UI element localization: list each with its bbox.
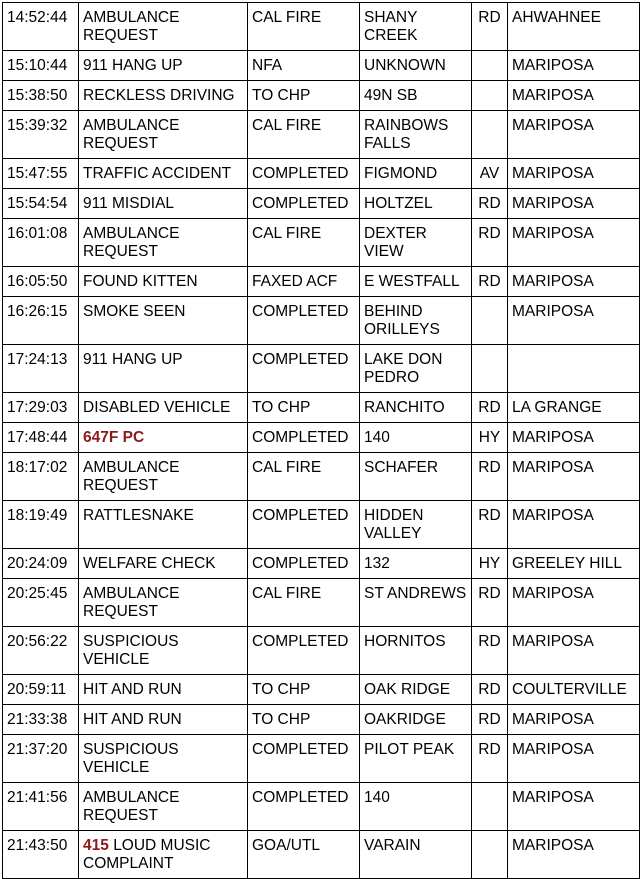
city-text: MARIPOSA (512, 507, 594, 524)
time-text: 21:43:50 (7, 837, 68, 854)
street-suffix-text: RD (478, 681, 501, 698)
city-cell (508, 3, 640, 51)
time-text: 15:47:55 (7, 165, 68, 182)
street-text: UNKNOWN (364, 57, 446, 74)
city-cell (508, 159, 640, 189)
street-cell (360, 81, 472, 111)
time-text: 21:41:56 (7, 789, 68, 806)
street-suffix-cell (472, 189, 508, 219)
call-type-cell (79, 267, 248, 297)
disposition-cell (248, 627, 360, 675)
street-suffix-cell (472, 501, 508, 549)
call-type-text: AMBULANCE REQUEST (83, 789, 180, 824)
disposition-text: CAL FIRE (252, 585, 322, 602)
city-text: MARIPOSA (512, 741, 594, 758)
time-cell (3, 297, 79, 345)
call-type-cell (79, 345, 248, 393)
street-suffix-cell (472, 783, 508, 831)
call-type-text: 911 MISDIAL (83, 195, 175, 212)
time-cell (3, 159, 79, 189)
call-type-cell (79, 51, 248, 81)
call-type-cell (79, 159, 248, 189)
table-row (3, 297, 640, 345)
street-cell (360, 219, 472, 267)
call-type-text: FOUND KITTEN (83, 273, 198, 290)
street-text: SHANY CREEK (364, 9, 418, 44)
city-cell (508, 549, 640, 579)
city-text: MARIPOSA (512, 303, 594, 320)
city-text: MARIPOSA (512, 585, 594, 602)
city-text: LA GRANGE (512, 399, 602, 416)
time-cell (3, 81, 79, 111)
call-type-cell (79, 453, 248, 501)
street-text: SCHAFER (364, 459, 439, 476)
street-text: HORNITOS (364, 633, 446, 650)
disposition-text: GOA/UTL (252, 837, 321, 854)
disposition-text: COMPLETED (252, 633, 349, 650)
time-cell (3, 423, 79, 453)
city-cell (508, 219, 640, 267)
street-cell (360, 345, 472, 393)
time-cell (3, 51, 79, 81)
disposition-cell (248, 675, 360, 705)
time-text: 15:54:54 (7, 195, 68, 212)
street-cell (360, 705, 472, 735)
time-text: 18:19:49 (7, 507, 68, 524)
street-cell (360, 159, 472, 189)
street-cell (360, 297, 472, 345)
city-cell (508, 51, 640, 81)
call-type-text: WELFARE CHECK (83, 555, 216, 572)
call-type-cell (79, 3, 248, 51)
city-text: MARIPOSA (512, 273, 594, 290)
disposition-text: COMPLETED (252, 303, 349, 320)
call-type-cell (79, 627, 248, 675)
city-cell (508, 189, 640, 219)
time-text: 20:56:22 (7, 633, 68, 650)
city-text: MARIPOSA (512, 117, 594, 134)
table-row (3, 189, 640, 219)
street-text: ST ANDREWS (364, 585, 467, 602)
street-text: 132 (364, 555, 390, 572)
street-text: LAKE DON PEDRO (364, 351, 443, 386)
street-suffix-cell (472, 297, 508, 345)
street-text: PILOT PEAK (364, 741, 455, 758)
call-type-cell (79, 549, 248, 579)
street-text: HOLTZEL (364, 195, 433, 212)
disposition-text: CAL FIRE (252, 225, 322, 242)
street-cell (360, 549, 472, 579)
street-text: OAKRIDGE (364, 711, 446, 728)
time-text: 16:26:15 (7, 303, 68, 320)
call-type-text: SMOKE SEEN (83, 303, 186, 320)
call-type-cell (79, 81, 248, 111)
time-cell (3, 3, 79, 51)
time-cell (3, 189, 79, 219)
call-log-table (2, 2, 640, 879)
disposition-text: CAL FIRE (252, 117, 322, 134)
time-cell (3, 831, 79, 879)
city-text: MARIPOSA (512, 429, 594, 446)
street-suffix-cell (472, 627, 508, 675)
disposition-cell (248, 783, 360, 831)
call-type-text: DISABLED VEHICLE (83, 399, 231, 416)
city-cell (508, 453, 640, 501)
city-cell (508, 345, 640, 393)
city-text: MARIPOSA (512, 225, 594, 242)
city-cell (508, 423, 640, 453)
street-text: RAINBOWS FALLS (364, 117, 449, 152)
time-cell (3, 549, 79, 579)
call-type-text: TRAFFIC ACCIDENT (83, 165, 232, 182)
street-cell (360, 501, 472, 549)
call-type-cell (79, 783, 248, 831)
street-suffix-text: RD (478, 711, 501, 728)
time-cell (3, 267, 79, 297)
city-cell (508, 675, 640, 705)
disposition-text: COMPLETED (252, 165, 349, 182)
disposition-text: CAL FIRE (252, 459, 322, 476)
street-cell (360, 735, 472, 783)
time-text: 20:59:11 (7, 681, 67, 698)
street-suffix-cell (472, 111, 508, 159)
call-type-cell (79, 423, 248, 453)
street-text: BEHIND ORILLEYS (364, 303, 440, 338)
call-type-text: AMBULANCE REQUEST (83, 459, 180, 494)
disposition-cell (248, 705, 360, 735)
street-suffix-cell (472, 579, 508, 627)
disposition-cell (248, 159, 360, 189)
table-row (3, 3, 640, 51)
street-text: DEXTER VIEW (364, 225, 427, 260)
table-row (3, 501, 640, 549)
table-row (3, 579, 640, 627)
table-row (3, 549, 640, 579)
call-type-text: HIT AND RUN (83, 681, 182, 698)
disposition-text: COMPLETED (252, 429, 349, 446)
time-text: 17:24:13 (7, 351, 68, 368)
city-text: MARIPOSA (512, 57, 594, 74)
street-suffix-text: AV (479, 165, 500, 182)
street-cell (360, 579, 472, 627)
disposition-text: COMPLETED (252, 789, 349, 806)
street-suffix-text: RD (478, 741, 501, 758)
street-cell (360, 267, 472, 297)
disposition-text: COMPLETED (252, 195, 349, 212)
time-cell (3, 579, 79, 627)
table-row (3, 81, 640, 111)
call-type-cell (79, 705, 248, 735)
street-suffix-cell (472, 675, 508, 705)
call-type-text: SUSPICIOUS VEHICLE (83, 741, 179, 776)
city-text: AHWAHNEE (512, 9, 601, 26)
time-text: 21:37:20 (7, 741, 68, 758)
street-suffix-cell (472, 159, 508, 189)
street-suffix-text: RD (478, 399, 501, 416)
city-cell (508, 783, 640, 831)
street-suffix-cell (472, 831, 508, 879)
time-cell (3, 675, 79, 705)
table-row (3, 111, 640, 159)
disposition-text: TO CHP (252, 87, 311, 104)
call-type-cell (79, 579, 248, 627)
disposition-cell (248, 267, 360, 297)
time-text: 15:10:44 (7, 57, 68, 74)
city-text: GREELEY HILL (512, 555, 622, 572)
time-text: 17:48:44 (7, 429, 68, 446)
street-cell (360, 675, 472, 705)
street-suffix-cell (472, 735, 508, 783)
disposition-cell (248, 735, 360, 783)
time-text: 14:52:44 (7, 9, 68, 26)
disposition-text: CAL FIRE (252, 9, 322, 26)
disposition-text: COMPLETED (252, 507, 349, 524)
call-type-cell (79, 189, 248, 219)
street-cell (360, 111, 472, 159)
disposition-text: FAXED ACF (252, 273, 338, 290)
city-text: MARIPOSA (512, 789, 594, 806)
table-row (3, 423, 640, 453)
disposition-cell (248, 579, 360, 627)
time-cell (3, 219, 79, 267)
table-row (3, 219, 640, 267)
disposition-text: COMPLETED (252, 555, 349, 572)
street-cell (360, 627, 472, 675)
disposition-text: NFA (252, 57, 283, 74)
street-text: RANCHITO (364, 399, 445, 416)
call-type-text: AMBULANCE REQUEST (83, 585, 180, 620)
time-cell (3, 345, 79, 393)
city-text: MARIPOSA (512, 459, 594, 476)
incident-code: 415 (83, 837, 109, 854)
table-row (3, 51, 640, 81)
street-suffix-cell (472, 219, 508, 267)
city-text: MARIPOSA (512, 633, 594, 650)
time-cell (3, 627, 79, 675)
call-type-cell (79, 831, 248, 879)
city-text: MARIPOSA (512, 195, 594, 212)
incident-code: 647F PC (83, 429, 145, 446)
disposition-cell (248, 81, 360, 111)
time-text: 20:24:09 (7, 555, 68, 572)
street-text: HIDDEN VALLEY (364, 507, 424, 542)
street-suffix-text: RD (478, 195, 501, 212)
table-row (3, 627, 640, 675)
city-cell (508, 627, 640, 675)
time-cell (3, 735, 79, 783)
table-row (3, 159, 640, 189)
call-type-cell (79, 297, 248, 345)
city-text: COULTERVILLE (512, 681, 627, 698)
table-row (3, 345, 640, 393)
disposition-cell (248, 453, 360, 501)
city-text: MARIPOSA (512, 711, 594, 728)
street-suffix-cell (472, 51, 508, 81)
call-type-text: AMBULANCE REQUEST (83, 225, 180, 260)
call-type-text: 911 HANG UP (83, 351, 183, 368)
call-type-cell (79, 735, 248, 783)
time-cell (3, 705, 79, 735)
city-text: MARIPOSA (512, 837, 594, 854)
street-text: 140 (364, 789, 390, 806)
street-cell (360, 393, 472, 423)
street-suffix-text: RD (478, 459, 501, 476)
city-cell (508, 81, 640, 111)
table-row (3, 735, 640, 783)
street-text: 49N SB (364, 87, 418, 104)
street-suffix-cell (472, 393, 508, 423)
street-cell (360, 51, 472, 81)
city-cell (508, 735, 640, 783)
call-type-text: 911 HANG UP (83, 57, 183, 74)
time-cell (3, 501, 79, 549)
call-type-cell (79, 501, 248, 549)
table-row (3, 783, 640, 831)
table-row (3, 675, 640, 705)
disposition-text: COMPLETED (252, 741, 349, 758)
city-cell (508, 111, 640, 159)
street-cell (360, 783, 472, 831)
city-cell (508, 831, 640, 879)
time-text: 17:29:03 (7, 399, 68, 416)
street-text: 140 (364, 429, 390, 446)
time-text: 16:01:08 (7, 225, 68, 242)
street-suffix-cell (472, 705, 508, 735)
disposition-cell (248, 219, 360, 267)
time-text: 16:05:50 (7, 273, 68, 290)
disposition-text: TO CHP (252, 711, 311, 728)
call-type-text: AMBULANCE REQUEST (83, 9, 180, 44)
disposition-cell (248, 501, 360, 549)
disposition-cell (248, 297, 360, 345)
call-type-cell (79, 393, 248, 423)
call-type-cell (79, 675, 248, 705)
city-cell (508, 267, 640, 297)
call-type-cell (79, 111, 248, 159)
city-cell (508, 579, 640, 627)
street-suffix-text: RD (478, 585, 501, 602)
disposition-text: TO CHP (252, 399, 311, 416)
city-text: MARIPOSA (512, 87, 594, 104)
disposition-cell (248, 549, 360, 579)
table-row (3, 453, 640, 501)
call-type-text: RECKLESS DRIVING (83, 87, 235, 104)
call-type-text: LOUD MUSIC COMPLAINT (83, 837, 211, 872)
street-cell (360, 453, 472, 501)
street-cell (360, 3, 472, 51)
time-text: 15:39:32 (7, 117, 68, 134)
time-text: 20:25:45 (7, 585, 68, 602)
street-suffix-text: RD (478, 9, 501, 26)
time-cell (3, 783, 79, 831)
disposition-cell (248, 393, 360, 423)
disposition-text: COMPLETED (252, 351, 349, 368)
street-suffix-cell (472, 423, 508, 453)
street-text: OAK RIDGE (364, 681, 451, 698)
street-suffix-cell (472, 3, 508, 51)
time-text: 15:38:50 (7, 87, 68, 104)
street-cell (360, 189, 472, 219)
street-suffix-text: RD (478, 633, 501, 650)
street-suffix-cell (472, 345, 508, 393)
city-cell (508, 501, 640, 549)
call-type-text: AMBULANCE REQUEST (83, 117, 180, 152)
street-suffix-text: RD (478, 507, 501, 524)
street-text: FIGMOND (364, 165, 438, 182)
disposition-text: TO CHP (252, 681, 311, 698)
table-row (3, 831, 640, 879)
time-text: 21:33:38 (7, 711, 68, 728)
disposition-cell (248, 189, 360, 219)
disposition-cell (248, 345, 360, 393)
disposition-cell (248, 423, 360, 453)
street-suffix-cell (472, 453, 508, 501)
call-log-body (3, 3, 640, 879)
street-suffix-cell (472, 267, 508, 297)
disposition-cell (248, 3, 360, 51)
table-row (3, 705, 640, 735)
call-type-text: HIT AND RUN (83, 711, 182, 728)
disposition-cell (248, 831, 360, 879)
street-cell (360, 831, 472, 879)
call-type-text: SUSPICIOUS VEHICLE (83, 633, 179, 668)
time-cell (3, 393, 79, 423)
city-cell (508, 705, 640, 735)
street-suffix-cell (472, 549, 508, 579)
street-suffix-text: RD (478, 225, 501, 242)
street-suffix-text: HY (478, 555, 501, 572)
street-suffix-cell (472, 81, 508, 111)
street-cell (360, 423, 472, 453)
table-row (3, 267, 640, 297)
city-cell (508, 297, 640, 345)
city-cell (508, 393, 640, 423)
call-type-text: RATTLESNAKE (83, 507, 194, 524)
time-cell (3, 111, 79, 159)
street-suffix-text: HY (478, 429, 501, 446)
city-text: MARIPOSA (512, 165, 594, 182)
table-row (3, 393, 640, 423)
street-text: E WESTFALL (364, 273, 460, 290)
disposition-cell (248, 51, 360, 81)
street-suffix-text: RD (478, 273, 501, 290)
call-type-cell (79, 219, 248, 267)
time-cell (3, 453, 79, 501)
street-text: VARAIN (364, 837, 421, 854)
disposition-cell (248, 111, 360, 159)
time-text: 18:17:02 (7, 459, 68, 476)
